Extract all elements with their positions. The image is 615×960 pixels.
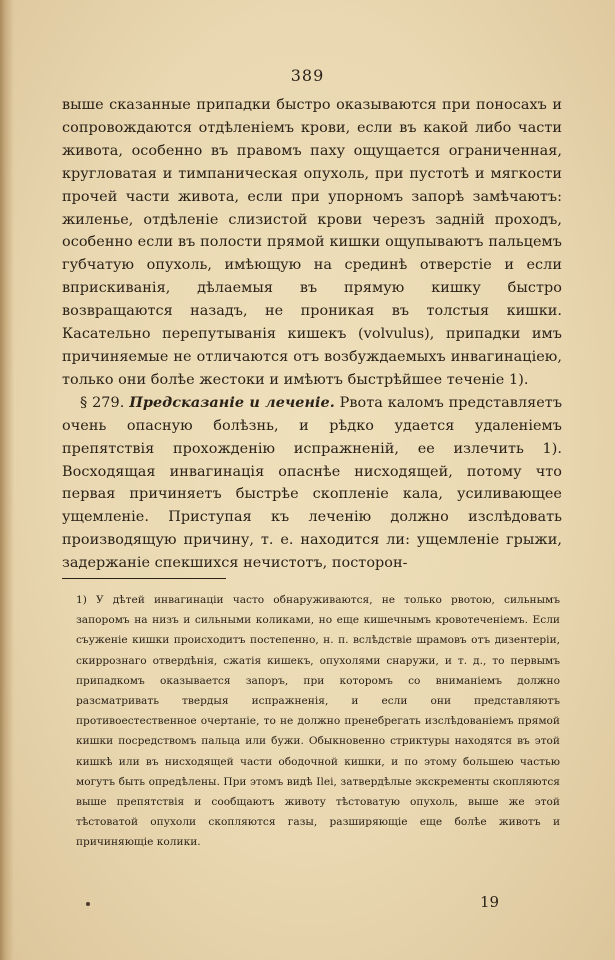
page-number: 389 [290, 66, 325, 85]
section-number: § 279. [80, 394, 125, 411]
footnote-separator [62, 578, 226, 579]
signature-mark: 19 [480, 893, 500, 911]
section-body: Рвота каломъ представляетъ очень опасную болѣзнь, и рѣдко удается удаленіемъ препятствія прохожденію испражненій, ее излечить 1). Восходящая инвагинація опаснѣе нисходящей, потому что первая причиняетъ быстрѣе скопленіе кала, усиливающее ущемленіе. Приступая къ леченію должно изслѣдовать производящую причину, т. е. находится ли: ущемленіе грыжи, задержаніе спекшихся нечистотъ, посторон- [62, 394, 563, 572]
footnote [76, 590, 560, 853]
main-text [62, 94, 562, 575]
printer-mark-dot [86, 902, 90, 906]
footnote-text: 1) У дѣтей инвагинаціи часто обнаруживаются, не только рвотою, сильнымъ запоромъ на низъ и сильными коликами, но еще кишечнымъ кровотеченіемъ. Если съуженіе кишки происходитъ постепенно, н. п. вслѣдствіе шрамовъ отъ дизентеріи, скиррознаго отвердѣнія, сжатія кишекъ, опухолями снаружи, и т. д., то первымъ припадкомъ оказывается запоръ, при которомъ со вниманіемъ должно разсматривать твердыя испражненія, и если они представляютъ противоестественное очертаніе, то не должно пренебрегать изслѣдованіемъ прямой кишки посредствомъ пальца или бужи. Обыкновенно стриктуры находятся въ этой кишкѣ или въ нисходящей части ободочной кишки, и по этому большею частью могутъ быть опредѣлены. При этомъ видѣ Ilei, затвердѣлые экскременты скопляются выше препятствія и сообщаютъ животу тѣстоватую опухоль, выше же этой тѣстоватой опухоли скопляются газы, разширяющіе еще болѣе животъ и причиняющіе колики. [76, 594, 560, 849]
section-title: Предсказаніе и леченіе. [129, 393, 335, 411]
section-paragraph [62, 392, 562, 575]
page-binding-edge [0, 0, 14, 960]
paragraph-continuation: выше сказанные припадки быстро оказываются при поносахъ и сопровождаются отдѣленіемъ крови, если въ какой либо части живота, особенно въ правомъ паху ощущается ограниченная, кругловатая и тимпаническая опухоль, при пустотѣ и мягкости прочей части живота, если при упорномъ запорѣ замѣчаютъ: жиленье, отдѣленіе слизистой крови черезъ заднiй проходъ, особенно если въ полости прямой кишки ощупываютъ пальцемъ губчатую опухоль, имѣющую на срединѣ отверстіе и если вприскиванія, дѣлаемыя въ прямую кишку быстро возвращаются назадъ, не проникая въ толстыя кишки. Касательно перепутыванія кишекъ (volvulus), припадки имъ причиняемые не отличаются отъ возбуждаемыхъ инвагинаціею, только они болѣе жестоки и имѣютъ быстрѣйшее теченіе 1). [62, 97, 562, 388]
